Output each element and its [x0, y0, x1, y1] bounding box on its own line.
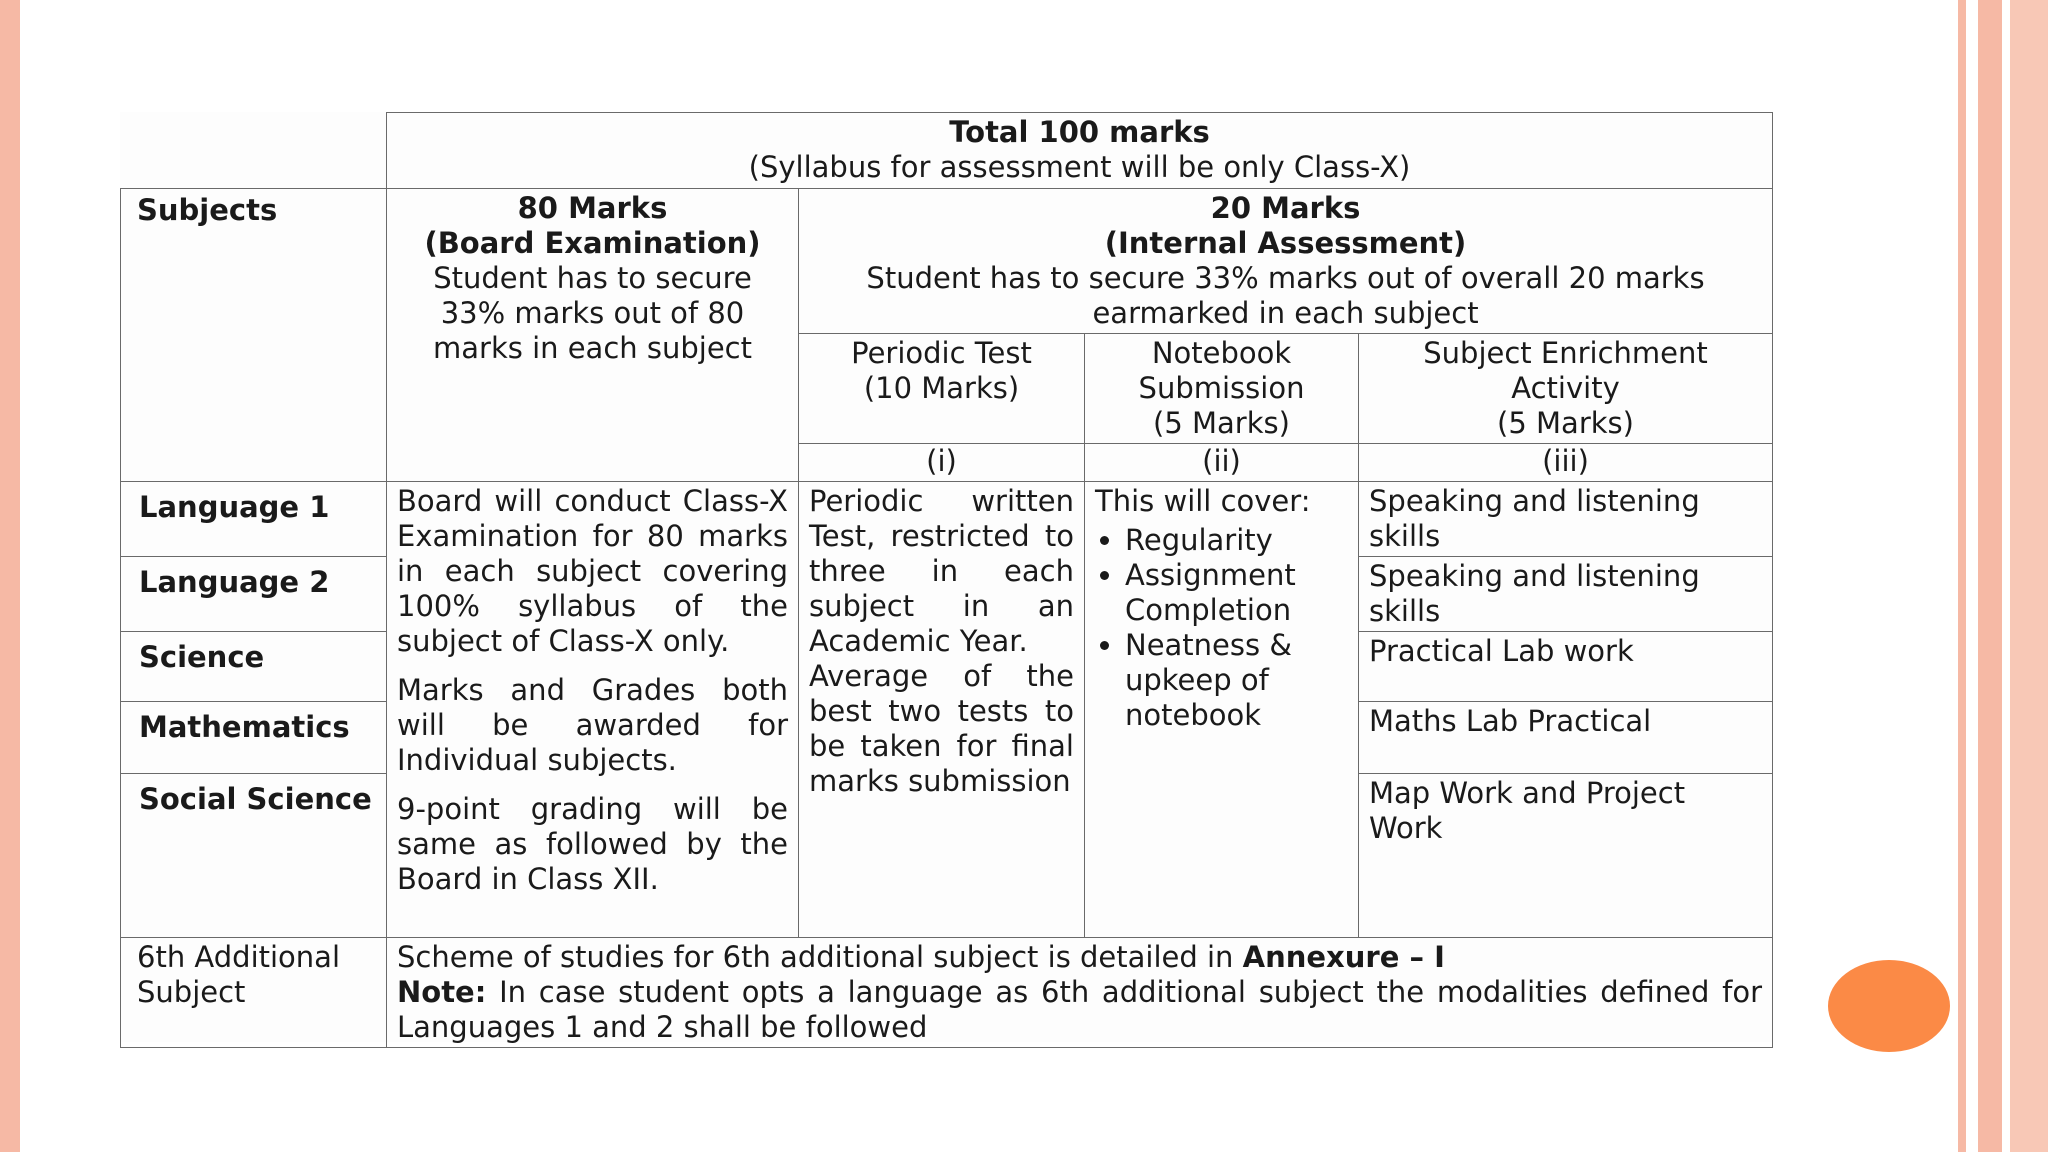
notebook-item: • Assignment Completion	[1125, 558, 1348, 628]
subject-language-1: Language 1	[121, 482, 387, 557]
notebook-item: • Neatness & upkeep of notebook	[1125, 628, 1348, 733]
notebook-item: • Regularity	[1125, 523, 1348, 558]
internal-marks-subtitle: (Internal Assessment)	[1104, 226, 1467, 260]
enrichment-mathematics: Maths Lab Practical	[1359, 702, 1773, 774]
additional-subject-label: 6th Additional Subject	[121, 938, 387, 1048]
right-decor-stripe-wide	[2010, 0, 2048, 1152]
subject-mathematics: Mathematics	[121, 702, 387, 774]
board-marks-desc: Student has to secure 33% marks out of 80 marks in each subject	[433, 261, 752, 365]
board-exam-details	[387, 482, 799, 938]
periodic-details-p1: Periodic written Test, restricted to three in each subject in an Academic Year.	[809, 484, 1074, 658]
board-exam-header	[387, 189, 799, 482]
additional-scheme-line	[397, 940, 1762, 975]
additional-scheme-text: Scheme of studies for 6th additional subject is detailed in	[397, 940, 1234, 974]
notebook-marks: (5 Marks)	[1153, 406, 1290, 440]
enrichment-social-science: Map Work and Project Work	[1359, 774, 1773, 938]
periodic-test-header	[799, 334, 1085, 444]
top-left-empty-cell	[121, 113, 387, 189]
internal-marks-desc: Student has to secure 33% marks out of overall 20 marks earmarked in each subject	[866, 261, 1705, 330]
periodic-test-details	[799, 482, 1085, 938]
enrichment-language-1: Speaking and listening skills	[1359, 482, 1773, 557]
right-decor-stripe-mid	[1978, 0, 2002, 1152]
total-marks-header	[387, 113, 1773, 189]
board-details-p2: Marks and Grades both will be awarded for Individual subjects.	[397, 673, 788, 777]
orange-circle-decor	[1828, 960, 1950, 1052]
periodic-test-marks: (10 Marks)	[863, 371, 1020, 405]
total-marks-title: Total 100 marks	[949, 115, 1210, 149]
board-marks-subtitle: (Board Examination)	[424, 226, 761, 260]
board-details-p3: 9-point grading will be same as followed by the Board in Class XII.	[397, 792, 788, 896]
assessment-scheme-table	[120, 112, 1773, 1048]
periodic-details-p2: Average of the best two tests to be taken for final marks submission	[809, 659, 1074, 798]
internal-marks-title: 20 Marks	[1210, 191, 1361, 225]
note-text: In case student opts a language as 6th additional subject the modalities defined for Languages 1 and 2 shall be followed	[397, 975, 1763, 1044]
total-marks-note: (Syllabus for assessment will be only Class-X)	[748, 150, 1411, 184]
enrichment-science: Practical Lab work	[1359, 632, 1773, 702]
enrichment-header	[1359, 334, 1773, 444]
enrichment-marks: (5 Marks)	[1497, 406, 1634, 440]
board-marks-title: 80 Marks	[517, 191, 668, 225]
notebook-details	[1085, 482, 1359, 938]
assessment-scheme-scan	[120, 112, 1772, 1042]
notebook-list	[1095, 523, 1348, 733]
notebook-intro: This will cover:	[1095, 484, 1311, 518]
internal-assessment-header	[799, 189, 1773, 334]
subjects-header: Subjects	[121, 189, 387, 482]
notebook-header	[1085, 334, 1359, 444]
col-number-iii: (iii)	[1359, 444, 1773, 482]
additional-note	[397, 975, 1762, 1045]
board-details-p1: Board will conduct Class-X Examination for 80 marks in each subject covering 100% syllabus of the subject of Class-X only.	[397, 484, 788, 658]
enrichment-name: Subject Enrichment Activity	[1423, 336, 1708, 405]
note-label: Note:	[397, 975, 487, 1009]
col-number-ii: (ii)	[1085, 444, 1359, 482]
additional-subject-details	[387, 938, 1773, 1048]
annexure-reference: Annexure – I	[1242, 940, 1445, 974]
periodic-test-name: Periodic Test	[851, 336, 1032, 370]
left-decor-stripe	[0, 0, 20, 1152]
col-number-i: (i)	[799, 444, 1085, 482]
subject-language-2: Language 2	[121, 557, 387, 632]
subject-science: Science	[121, 632, 387, 702]
enrichment-language-2: Speaking and listening skills	[1359, 557, 1773, 632]
notebook-name: Notebook Submission	[1138, 336, 1305, 405]
right-decor-stripe-thin	[1958, 0, 1966, 1152]
subject-social-science: Social Science	[121, 774, 387, 938]
